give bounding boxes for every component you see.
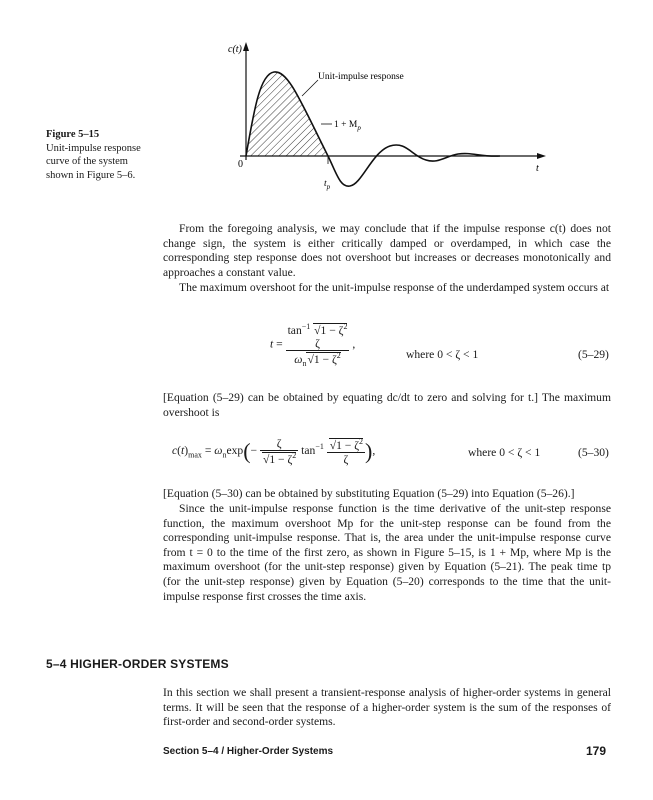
impulse-response-figure xyxy=(150,30,570,200)
tp-label: $t_p$ xyxy=(324,179,331,191)
paragraph-2: The maximum overshoot for the unit-impulse response of the underdamped system occurs at xyxy=(179,281,610,294)
eq30-condition: where 0 < ζ < 1 xyxy=(468,446,541,459)
origin-label: 0 xyxy=(238,159,243,170)
curve-label-leader xyxy=(302,80,318,96)
paragraph-4: [Equation (5–30) can be obtained by substituting Equation (5–29) into Equation (5–26).] xyxy=(163,487,575,500)
x-axis-label: t xyxy=(536,163,539,174)
equation-5-30: $c(t)_{max} = \omega_n\exp(-$ $\frac{\zeta}{√1 - \zeta^2}$ $\tan^{-1}$ $\frac{√1 - \zeta^2}{\zeta}$ ), xyxy=(172,437,376,466)
eq30-number: (5–30) xyxy=(578,446,609,459)
equation-5-29: t = $\tan^{-1} √1 - \zeta^2$ ζ $\omega_n√1 - \zeta^2$ , xyxy=(270,322,356,369)
figure-caption-text: Unit-impulse response curve of the system shown in Figure 5–6. xyxy=(46,142,141,181)
paragraph-6: In this section we shall present a transient-response analysis of higher-order systems in general terms. It will be seen that the response of a higher-order system is the sum of the responses of first-order and second-order systems. xyxy=(163,686,611,729)
paragraph-3: [Equation (5–29) can be obtained by equating dc/dt to zero and solving for t.] The maximum overshoot is xyxy=(163,391,611,419)
eq29-number: (5–29) xyxy=(578,348,609,361)
section-heading: 5–4 HIGHER-ORDER SYSTEMS xyxy=(46,657,229,671)
page-number: 179 xyxy=(586,744,607,758)
x-axis-arrow xyxy=(537,153,546,159)
eq29-condition: where 0 < ζ < 1 xyxy=(406,348,479,361)
peak-label: $1 + M_p$ xyxy=(334,120,361,132)
hatched-area xyxy=(246,72,328,156)
y-axis-label: c(t) xyxy=(228,44,242,55)
paragraph-5: Since the unit-impulse response function is the time derivative of the unit-step response function, the maximum overshoot Mp for the unit-step response can be found from the corresponding unit-impulse response. That is, the area under the unit-impulse response curve from t = 0 to the time of the first zero, as shown in Figure 5–15, is 1 + Mp, where Mp is the maximum overshoot (for the unit-step response) given by Equation (5–21). The peak time tp (for the unit-step response) given by Equation (5–20) corresponds to the time that the unit-impulse response first crosses the time axis. xyxy=(163,502,611,603)
footer-section-title: Section 5–4 / Higher-Order Systems xyxy=(163,746,334,757)
curve-label: Unit-impulse response xyxy=(318,72,404,82)
figure-caption xyxy=(46,128,156,182)
y-axis-arrow xyxy=(243,42,249,51)
figure-caption-label: Figure 5–15 xyxy=(46,129,100,140)
paragraph-1: From the foregoing analysis, we may conclude that if the impulse response c(t) does not change sign, the system is either critically damped or overdamped, in which case the corresponding step response does not overshoot but increases or decreases monotonically and approaches a constant value. xyxy=(163,222,611,279)
